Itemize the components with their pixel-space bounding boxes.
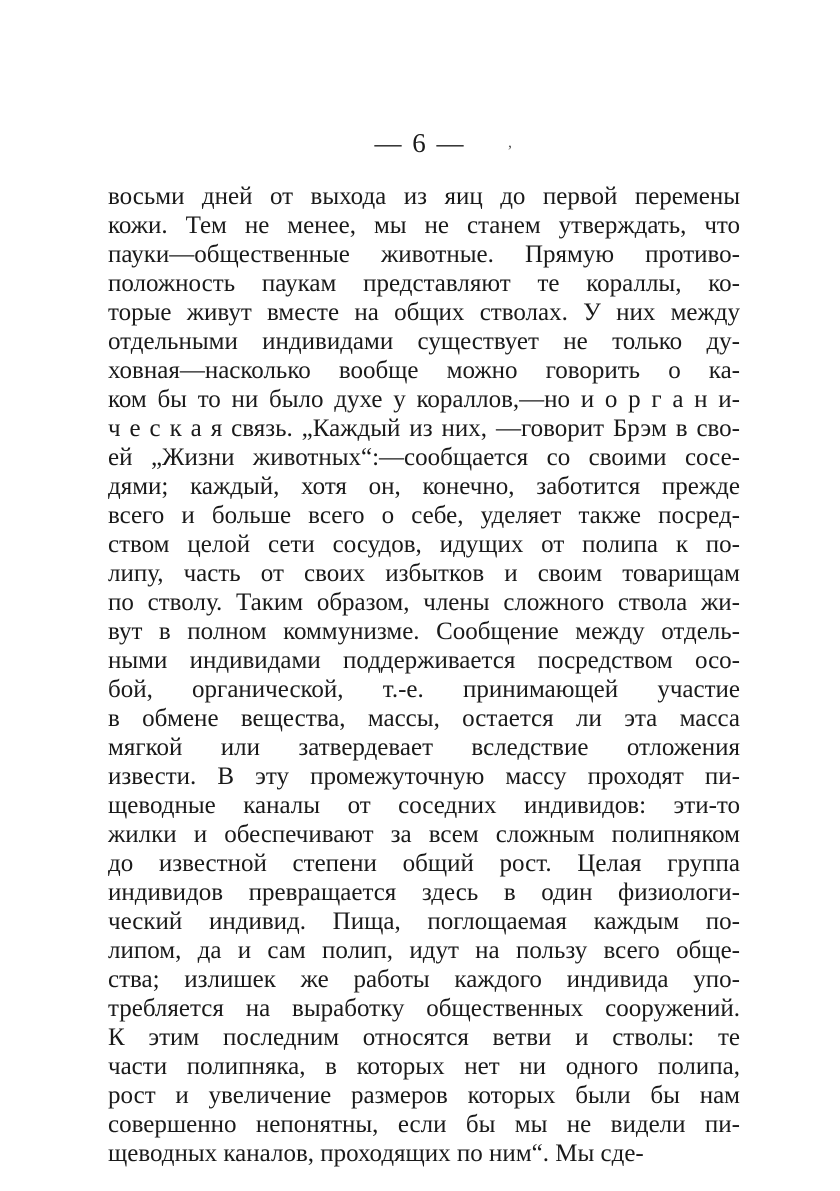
- text-line: рост и увеличение размеров которых были бы нам: [108, 1082, 740, 1109]
- text-line: торые живут вместе на общих стволах. У них между: [108, 299, 740, 326]
- text-line: липом, да и сам полип, идут на пользу всего обще-: [108, 937, 740, 964]
- text-line: ными индивидами поддерживается посредством осо-: [108, 647, 740, 674]
- text-line: восьми дней от выхода из яиц до первой перемены: [108, 183, 740, 210]
- text-line: щеводные каналы от соседних индивидов: эти-то: [108, 792, 740, 819]
- text-line: липу, часть от своих избытков и своим товарищам: [108, 560, 740, 587]
- text-line: в обмене вещества, массы, остается ли эта масса: [108, 705, 740, 732]
- text-line: бой, органической, т.-е. принимающей участие: [108, 676, 740, 703]
- text-line: до известной степени общий рост. Целая группа: [108, 850, 740, 877]
- text-line: отдельными индивидами существует не только ду-: [108, 328, 740, 355]
- page-number: — 6 —: [374, 128, 466, 158]
- text-line: пауки—общественные животные. Прямую противо-: [108, 241, 740, 268]
- text-line: ства; излишек же работы каждого индивида упо-: [108, 966, 740, 993]
- text-line: ством целой сети сосудов, идущих от полипа к по-: [108, 531, 740, 558]
- text-line: по стволу. Таким образом, члены сложного ствола жи-: [108, 589, 740, 616]
- text-line: ховная—насколько вообще можно говорить о ка-: [108, 357, 740, 384]
- text-line: ком бы то ни было духе у кораллов,—но и о р г а н и-: [108, 386, 740, 413]
- text-line: индивидов превращается здесь в один физиологи-: [108, 879, 740, 906]
- text-line: К этим последним относятся ветви и стволы: те: [108, 1024, 740, 1051]
- text-line: требляется на выработку общественных сооружений.: [108, 995, 740, 1022]
- text-line: кожи. Тем не менее, мы не станем утверждать, что: [108, 212, 740, 239]
- text-line: вут в полном коммунизме. Сообщение между отдель-: [108, 618, 740, 645]
- text-line: части полипняка, в которых нет ни одного полипа,: [108, 1053, 740, 1080]
- text-line: ческий индивид. Пища, поглощаемая каждым по-: [108, 908, 740, 935]
- text-line: дями; каждый, хотя он, конечно, заботится прежде: [108, 473, 740, 500]
- text-line: мягкой или затвердевает вследствие отложения: [108, 734, 740, 761]
- text-line: совершенно непонятны, если бы мы не видели пи-: [108, 1111, 740, 1138]
- body-text: [108, 182, 740, 1168]
- margin-mark: ,: [508, 134, 512, 151]
- text-line: извести. В эту промежуточную массу проходят пи-: [108, 763, 740, 790]
- text-line: жилки и обеспечивают за всем сложным полипняком: [108, 821, 740, 848]
- text-line: щеводных каналов, проходящих по ним“. Мы сде-: [108, 1140, 644, 1167]
- text-line: ч е с к а я связь. „Каждый из них, —говорит Брэм в сво-: [108, 415, 740, 442]
- text-line: всего и больше всего о себе, уделяет также посред-: [108, 502, 740, 529]
- text-line: положность паукам представляют те кораллы, ко-: [108, 270, 740, 297]
- text-line: ей „Жизни животных“:—сообщается со своими сосе-: [108, 444, 740, 471]
